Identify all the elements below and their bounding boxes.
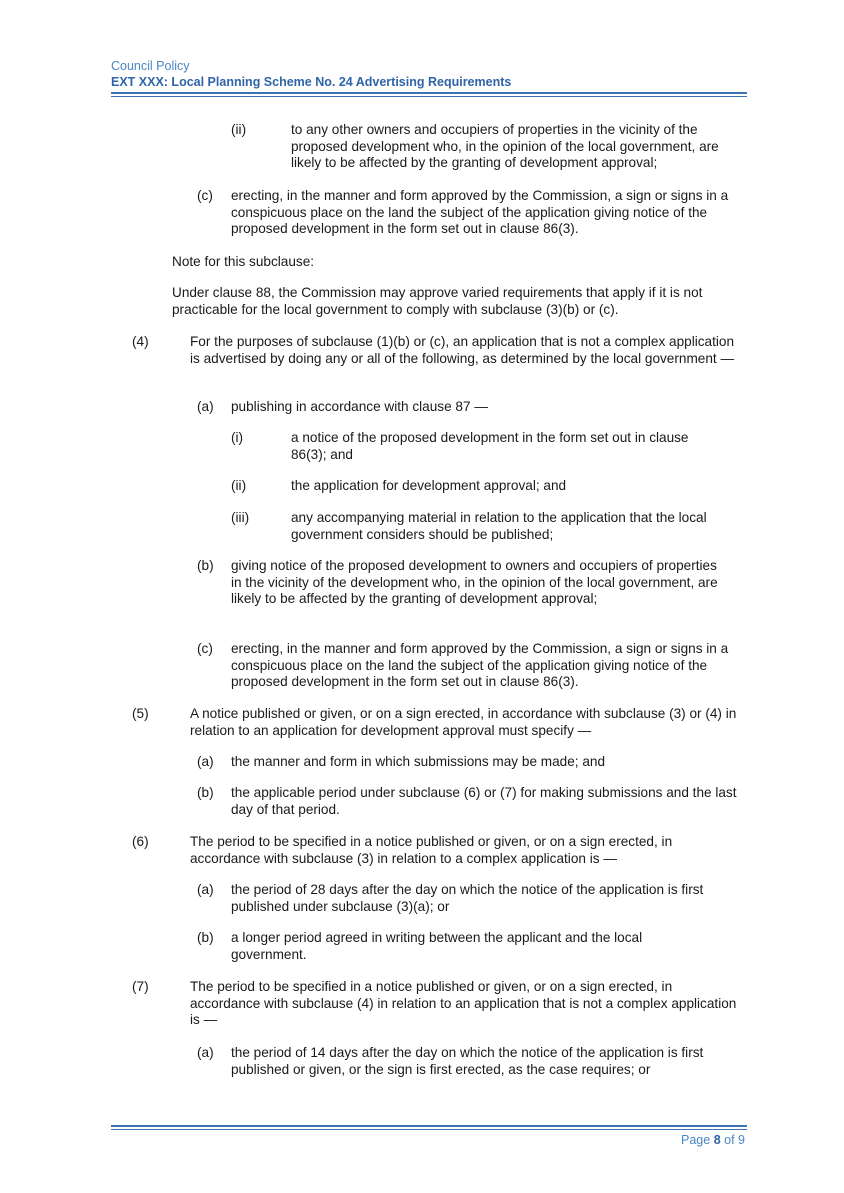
clause-number: (5)	[132, 706, 149, 721]
clause-number: (b)	[197, 930, 214, 945]
header-rule-thin	[111, 96, 747, 97]
clause-number: (ii)	[231, 478, 247, 493]
clause-text: The period to be specified in a notice published or given, or on a sign erected, in accordance with subclause (4) in relation to an application that is not a complex application is —	[190, 979, 737, 1028]
clause-number: (c)	[197, 641, 213, 656]
clause-text: the period of 28 days after the day on which the notice of the application is first published under subclause (3)(a); or	[231, 882, 704, 914]
clause-text: a notice of the proposed development in the form set out in clause 86(3); and	[291, 430, 689, 462]
clause-number: (a)	[197, 754, 214, 769]
page-label: Page	[681, 1133, 711, 1147]
footer-rule-thin	[111, 1129, 747, 1130]
clause-text: For the purposes of subclause (1)(b) or (c), an application that is not a complex application is advertised by doing any or all of the following, as determined by the local government —	[190, 334, 735, 366]
clause-text: a longer period agreed in writing between the applicant and the local government.	[231, 930, 643, 962]
clause-number: (6)	[132, 834, 149, 849]
page-number	[681, 1133, 745, 1147]
clause-number: (a)	[197, 1045, 214, 1060]
clause-number: (a)	[197, 882, 214, 897]
page-header	[111, 58, 747, 90]
clause-number: (c)	[197, 188, 213, 203]
clause-number: (a)	[197, 399, 214, 414]
clause-number: (ii)	[231, 122, 247, 137]
note-text: Under clause 88, the Commission may approve varied requirements that apply if it is not practicable for the local government to comply with subclause (3)(b) or (c).	[172, 285, 703, 317]
clause-number: (4)	[132, 334, 149, 349]
clause-text: erecting, in the manner and form approved by the Commission, a sign or signs in a conspicuous place on the land the subject of the application giving notice of the proposed development in the form set out in clause 86(3).	[231, 641, 729, 690]
clause-text: publishing in accordance with clause 87 —	[231, 399, 488, 414]
page-of: of	[724, 1133, 735, 1147]
clause-text: A notice published or given, or on a sign erected, in accordance with subclause (3) or (4) in relation to an application for development approval must specify —	[190, 706, 737, 738]
header-title: EXT XXX: Local Planning Scheme No. 24 Advertising Requirements	[111, 75, 512, 89]
header-category: Council Policy	[111, 59, 190, 73]
clause-number: (iii)	[231, 510, 250, 525]
clause-text: giving notice of the proposed development to owners and occupiers of properties in the vicinity of the development who, in the opinion of the local government, are likely to be affected by the granting of development approval;	[231, 558, 718, 607]
clause-text: the application for development approval; and	[291, 478, 567, 493]
clause-text: any accompanying material in relation to the application that the local government considers should be published;	[291, 510, 707, 542]
clause-text: the period of 14 days after the day on which the notice of the application is first published or given, or the sign is first erected, as the case requires; or	[231, 1045, 704, 1077]
clause-number: (b)	[197, 558, 214, 573]
header-rule-thick	[111, 92, 747, 94]
clause-text: erecting, in the manner and form approved by the Commission, a sign or signs in a conspicuous place on the land the subject of the application giving notice of the proposed development in the form set out in clause 86(3).	[231, 188, 729, 237]
footer-rule-thick	[111, 1125, 747, 1127]
clause-number: (7)	[132, 979, 149, 994]
clause-text: the applicable period under subclause (6) or (7) for making submissions and the last day of that period.	[231, 785, 737, 817]
clause-number: (i)	[231, 430, 244, 445]
note-heading: Note for this subclause:	[172, 254, 315, 269]
clause-number: (b)	[197, 785, 214, 800]
clause-text: the manner and form in which submissions may be made; and	[231, 754, 606, 769]
page-current: 8	[713, 1133, 721, 1147]
clause-text: to any other owners and occupiers of properties in the vicinity of the proposed development who, in the opinion of the local government, are likely to be affected by the granting of development approval;	[291, 122, 719, 171]
clause-text: The period to be specified in a notice published or given, or on a sign erected, in accordance with subclause (3) in relation to a complex application is —	[190, 834, 673, 866]
page-total: 9	[738, 1133, 745, 1147]
